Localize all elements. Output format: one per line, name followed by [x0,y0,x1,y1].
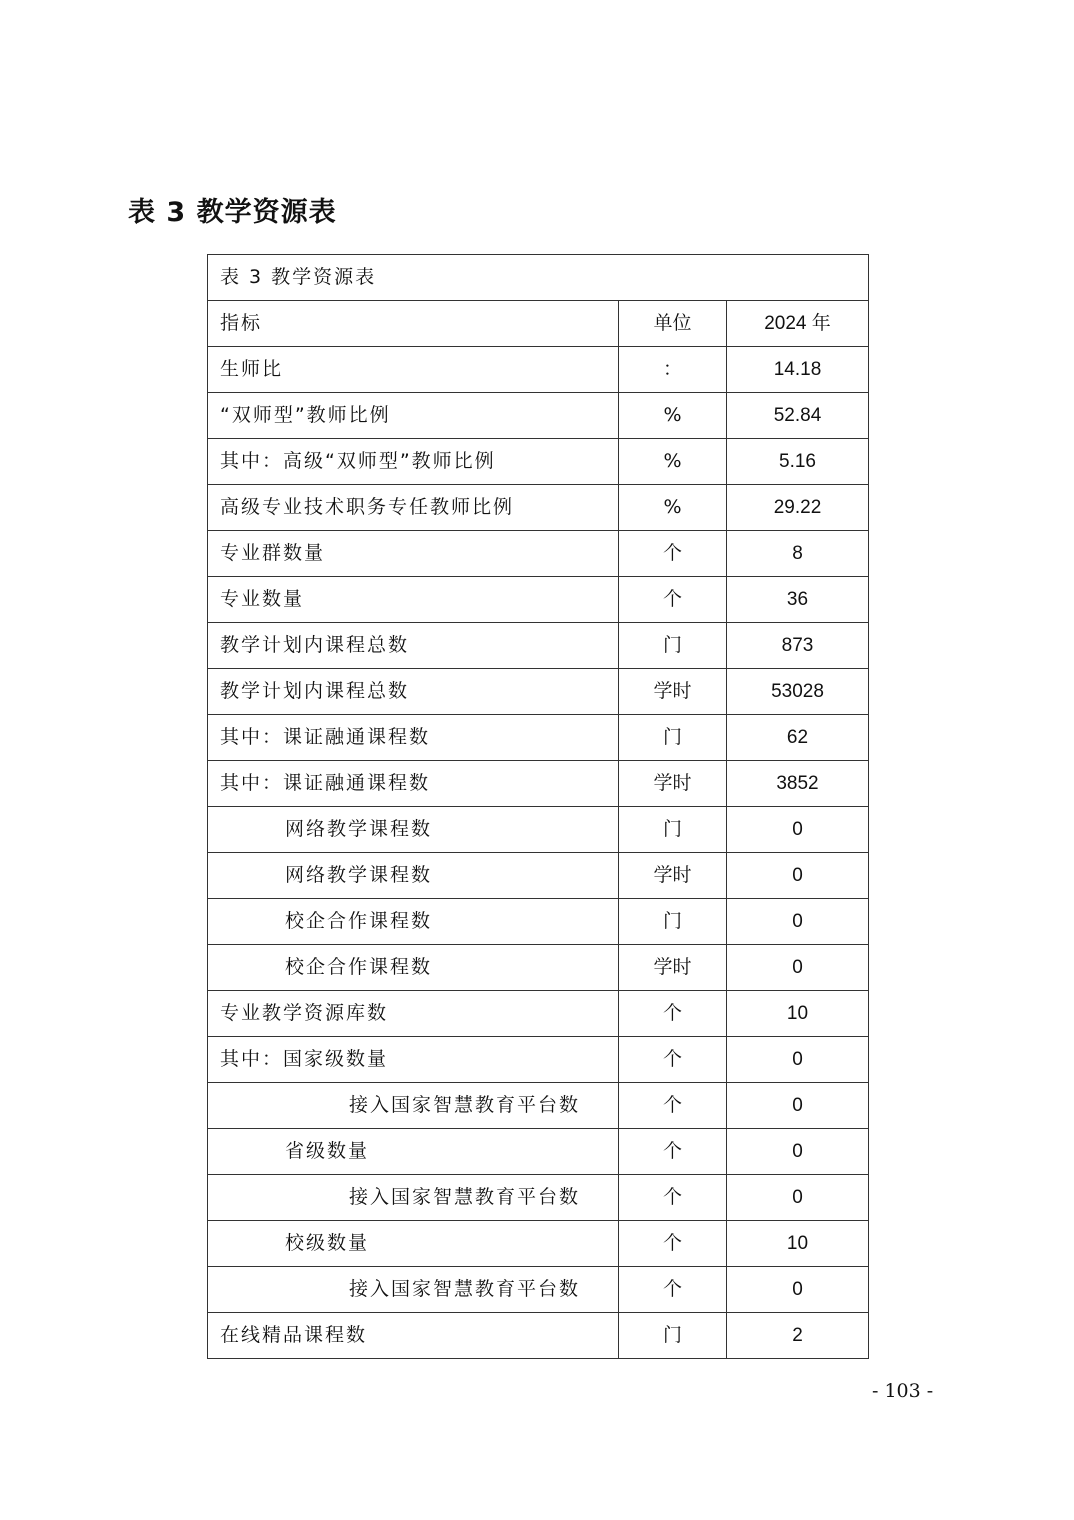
row-value: 10 [727,1221,869,1267]
table-row [208,853,869,899]
row-value: 52.84 [727,393,869,439]
row-value: 0 [727,1083,869,1129]
header-unit: 单位 [619,301,727,347]
row-name: 接入国家智慧教育平台数 [208,1083,619,1129]
page-number: - 103 - [872,1380,934,1402]
table-caption: 表 3 教学资源表 [208,255,869,301]
row-unit: 门 [619,715,727,761]
row-value: 10 [727,991,869,1037]
table-row [208,531,869,577]
row-unit: % [619,439,727,485]
row-name: 其中：课证融通课程数 [208,761,619,807]
row-unit: ： [619,347,727,393]
table-row [208,393,869,439]
row-value: 2 [727,1313,869,1359]
page-heading: 表 3 教学资源表 [128,197,337,228]
row-name: 在线精品课程数 [208,1313,619,1359]
row-name: 网络教学课程数 [208,853,619,899]
row-name: “双师型”教师比例 [208,393,619,439]
table-row [208,439,869,485]
row-unit: 学时 [619,945,727,991]
row-value: 0 [727,1267,869,1313]
row-unit: 学时 [619,669,727,715]
row-unit: 个 [619,1083,727,1129]
row-name: 省级数量 [208,1129,619,1175]
row-value: 0 [727,1129,869,1175]
row-value: 0 [727,945,869,991]
row-unit: 个 [619,991,727,1037]
row-unit: 学时 [619,761,727,807]
row-value: 36 [727,577,869,623]
table-row [208,347,869,393]
table-row [208,945,869,991]
row-value: 29.22 [727,485,869,531]
table-row [208,1267,869,1313]
table-row [208,1221,869,1267]
row-unit: 门 [619,899,727,945]
row-name: 校级数量 [208,1221,619,1267]
row-name: 校企合作课程数 [208,945,619,991]
table-row [208,577,869,623]
row-value: 5.16 [727,439,869,485]
row-name: 其中：高级“双师型”教师比例 [208,439,619,485]
row-name: 专业数量 [208,577,619,623]
row-unit: 门 [619,807,727,853]
row-value: 8 [727,531,869,577]
table-body [208,255,869,1359]
row-unit: 个 [619,1267,727,1313]
row-unit: % [619,393,727,439]
row-unit: 个 [619,1129,727,1175]
row-name: 教学计划内课程总数 [208,623,619,669]
row-value: 3852 [727,761,869,807]
table-row [208,761,869,807]
table-row [208,1129,869,1175]
row-name: 专业教学资源库数 [208,991,619,1037]
table-row [208,1175,869,1221]
row-value: 0 [727,807,869,853]
row-name: 高级专业技术职务专任教师比例 [208,485,619,531]
table-row [208,991,869,1037]
row-value: 0 [727,899,869,945]
table-caption-row [208,255,869,301]
row-unit: % [619,485,727,531]
row-value: 53028 [727,669,869,715]
row-value: 0 [727,1175,869,1221]
row-name: 教学计划内课程总数 [208,669,619,715]
table-row [208,1313,869,1359]
table-row [208,669,869,715]
row-value: 62 [727,715,869,761]
row-unit: 门 [619,623,727,669]
row-name: 接入国家智慧教育平台数 [208,1267,619,1313]
header-value: 2024 年 [727,301,869,347]
row-unit: 个 [619,1037,727,1083]
table-row [208,1083,869,1129]
row-name: 专业群数量 [208,531,619,577]
row-name: 其中：课证融通课程数 [208,715,619,761]
table-row [208,807,869,853]
row-name: 生师比 [208,347,619,393]
row-name: 网络教学课程数 [208,807,619,853]
row-name: 其中：国家级数量 [208,1037,619,1083]
row-unit: 个 [619,1175,727,1221]
row-value: 873 [727,623,869,669]
row-value: 0 [727,1037,869,1083]
table-row [208,623,869,669]
table-row [208,485,869,531]
row-unit: 个 [619,531,727,577]
row-value: 14.18 [727,347,869,393]
row-name: 接入国家智慧教育平台数 [208,1175,619,1221]
table-row [208,715,869,761]
header-name: 指标 [208,301,619,347]
row-unit: 门 [619,1313,727,1359]
row-unit: 个 [619,577,727,623]
row-unit: 个 [619,1221,727,1267]
row-unit: 学时 [619,853,727,899]
table-row [208,899,869,945]
table-header-row [208,301,869,347]
row-name: 校企合作课程数 [208,899,619,945]
row-value: 0 [727,853,869,899]
table-row [208,1037,869,1083]
teaching-resources-table [207,254,869,1359]
